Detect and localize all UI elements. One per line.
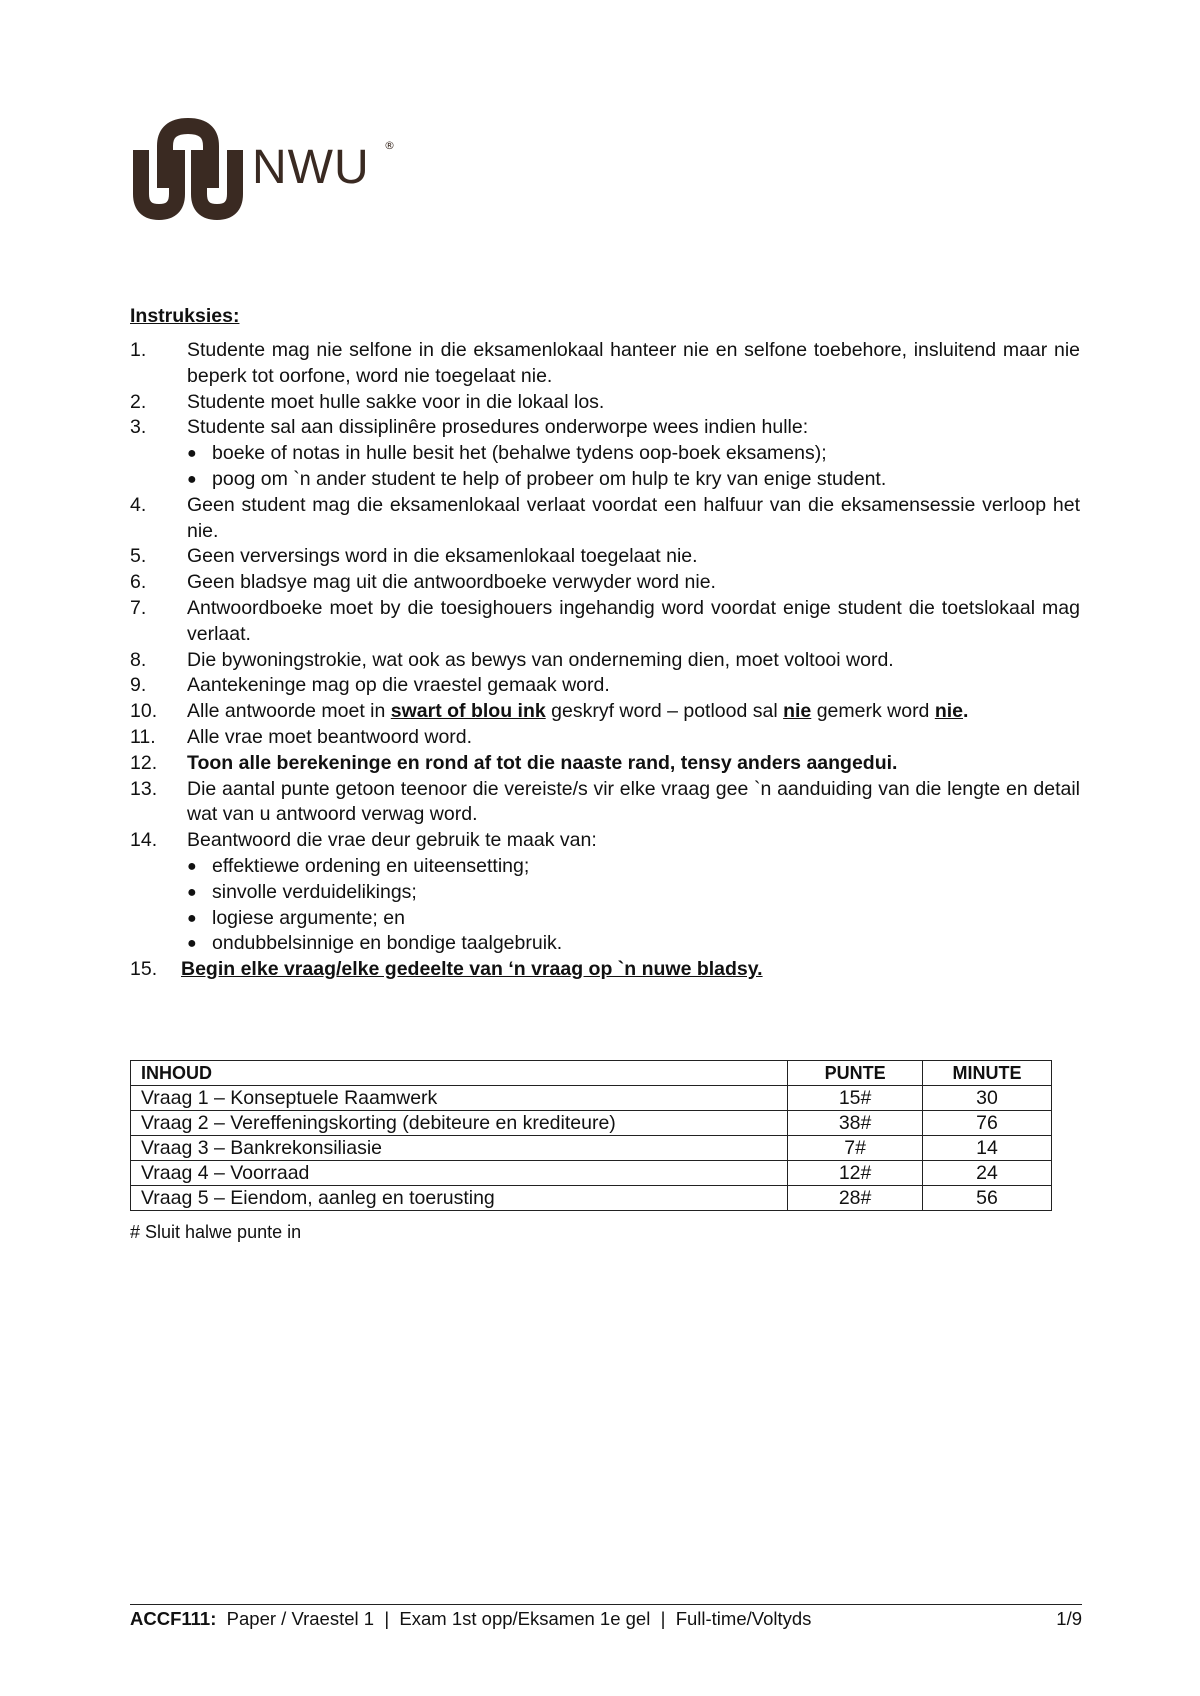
table-cell: 12# <box>788 1161 923 1186</box>
item-text <box>187 699 1080 725</box>
instruction-item <box>130 777 1080 829</box>
item-number: 13. <box>130 777 158 800</box>
item-text: Alle vrae moet beantwoord word. <box>187 725 473 748</box>
item-number: 10. <box>130 700 158 723</box>
instruction-item <box>130 725 1080 751</box>
instruction-item <box>130 596 1080 648</box>
footer-divider <box>130 1604 1082 1605</box>
bullet-item <box>130 880 1080 906</box>
table-row <box>131 1186 1052 1211</box>
text-part: . <box>963 700 969 723</box>
bullet-text: sinvolle verduidelikings; <box>212 880 417 903</box>
bullet-icon: ● <box>187 470 197 488</box>
instructions-list <box>130 338 1080 983</box>
emphasis-nie: nie <box>934 700 964 723</box>
item-number: 14. <box>130 829 158 852</box>
item-number: 8. <box>130 648 147 671</box>
item-number: 3. <box>130 416 147 439</box>
table-row <box>131 1136 1052 1161</box>
bullet-icon: ● <box>187 909 197 927</box>
item-text: Geen bladsye mag uit die antwoordboeke verwyder word nie. <box>187 571 716 594</box>
table-cell: Vraag 2 – Vereffeningskorting (debiteure en krediteure) <box>131 1111 788 1136</box>
table-cell: 14 <box>923 1136 1052 1161</box>
item-text: Geen student mag die eksamenlokaal verlaat voordat een halfuur van die eksamensessie verloop het nie. <box>187 493 1080 542</box>
item-text: Toon alle berekeninge en rond af tot die naaste rand, tensy anders aangedui. <box>187 751 898 774</box>
table-cell: 76 <box>923 1111 1052 1136</box>
instruction-item <box>130 544 1080 570</box>
item-text: Antwoordboeke moet by die toesighouers ingehandig word voordat enige student die toetslokaal mag verlaat. <box>187 596 1080 645</box>
table-row <box>131 1161 1052 1186</box>
table-cell: 24 <box>923 1161 1052 1186</box>
bullet-item <box>130 931 1080 957</box>
item-text: Beantwoord die vrae deur gebruik te maak van: <box>187 829 597 852</box>
item-text: Studente sal aan dissiplinêre prosedures onderworpe wees indien hulle: <box>187 416 809 439</box>
item-number: 1. <box>130 339 147 361</box>
instruction-item <box>130 828 1080 854</box>
bullet-item <box>130 467 1080 493</box>
item-number: 12. <box>130 751 158 774</box>
instruction-item <box>130 751 1080 777</box>
item-number: 15. <box>130 958 158 981</box>
page-number: 1/9 <box>1056 1608 1082 1629</box>
page-footer <box>130 1608 1082 1630</box>
text-part: gemerk word <box>811 700 935 723</box>
item-text: Begin elke vraag/elke gedeelte van ‘n vraag op `n nuwe bladsy. <box>181 958 763 981</box>
instruction-item <box>130 673 1080 699</box>
instruction-item <box>130 648 1080 674</box>
nwu-logo <box>131 116 411 226</box>
table-cell: 38# <box>788 1111 923 1136</box>
item-number: 7. <box>130 596 147 619</box>
item-number: 4. <box>130 493 147 516</box>
item-number: 2. <box>130 390 147 413</box>
column-header: PUNTE <box>788 1061 923 1086</box>
table-cell: Vraag 5 – Eiendom, aanleg en toerusting <box>131 1186 788 1211</box>
registered-mark: ® <box>384 139 395 152</box>
table-cell: 56 <box>923 1186 1052 1211</box>
text-part: geskryf word – potlood sal <box>545 700 784 723</box>
instruction-item <box>130 415 1080 441</box>
nwu-emblem-icon <box>131 116 246 226</box>
instruction-item <box>130 493 1080 545</box>
bullet-text: boeke of notas in hulle besit het (behalwe tydens oop-boek eksamens); <box>212 442 827 465</box>
instructions-heading: Instruksies: <box>130 305 240 327</box>
text-part: Alle antwoorde moet in <box>187 700 391 723</box>
bullet-item <box>130 441 1080 467</box>
emphasis-ink: swart of blou ink <box>390 700 546 723</box>
instruction-item <box>130 338 1080 390</box>
table-cell: 30 <box>923 1086 1052 1111</box>
item-text: Geen verversings word in die eksamenlokaal toegelaat nie. <box>187 545 698 568</box>
bullet-item <box>130 854 1080 880</box>
emphasis-nie: nie <box>783 700 812 723</box>
column-header: MINUTE <box>923 1061 1052 1086</box>
footer-left <box>130 1608 811 1630</box>
table-cell: Vraag 3 – Bankrekonsiliasie <box>131 1136 788 1161</box>
bullet-icon: ● <box>187 883 197 901</box>
bullet-text: ondubbelsinnige en bondige taalgebruik. <box>212 932 563 955</box>
item-text: Die bywoningstrokie, wat ook as bewys van onderneming dien, moet voltooi word. <box>187 648 894 671</box>
bullet-icon: ● <box>187 935 197 953</box>
column-header: INHOUD <box>131 1061 788 1086</box>
bullet-text: logiese argumente; en <box>212 906 405 929</box>
table-row <box>131 1086 1052 1111</box>
table-cell: 28# <box>788 1186 923 1211</box>
item-number: 6. <box>130 571 147 594</box>
content-table <box>130 1060 1052 1211</box>
instruction-item <box>130 957 1080 983</box>
item-text: Aantekeninge mag op die vraestel gemaak word. <box>187 674 610 697</box>
marks-note: # Sluit halwe punte in <box>130 1222 302 1242</box>
table-row <box>131 1111 1052 1136</box>
bullet-text: effektiewe ordening en uiteensetting; <box>212 854 530 877</box>
module-code: ACCF111: <box>130 1608 217 1629</box>
table-cell: 15# <box>788 1086 923 1111</box>
instruction-item <box>130 570 1080 596</box>
item-text: Studente moet hulle sakke voor in die lokaal los. <box>187 390 605 413</box>
instruction-item <box>130 699 1080 725</box>
table-header-row <box>131 1061 1052 1086</box>
table-cell: 7# <box>788 1136 923 1161</box>
table-cell: Vraag 1 – Konseptuele Raamwerk <box>131 1086 788 1111</box>
item-text: Die aantal punte getoon teenoor die vereiste/s vir elke vraag gee `n aanduiding van die lengte en detail wat van u antwoord verwag word. <box>187 777 1080 826</box>
item-text: Studente mag nie selfone in die eksamenlokaal hanteer nie en selfone toebehore, insluitend maar nie beperk tot oorfone, word nie toegelaat nie. <box>187 339 1080 387</box>
logo-wordmark: NWU <box>252 141 370 194</box>
instruction-item <box>130 390 1080 416</box>
item-number: 9. <box>130 674 147 697</box>
bullet-item <box>130 906 1080 932</box>
footer-info: Paper / Vraestel 1 | Exam 1st opp/Eksamen 1e gel | Full-time/Voltyds <box>226 1608 812 1629</box>
item-number: 11. <box>130 725 156 748</box>
item-number: 5. <box>130 545 147 568</box>
table-cell: Vraag 4 – Voorraad <box>131 1161 788 1186</box>
bullet-icon: ● <box>187 857 197 875</box>
bullet-text: poog om `n ander student te help of probeer om hulp te kry van enige student. <box>212 467 887 490</box>
bullet-icon: ● <box>187 445 197 463</box>
